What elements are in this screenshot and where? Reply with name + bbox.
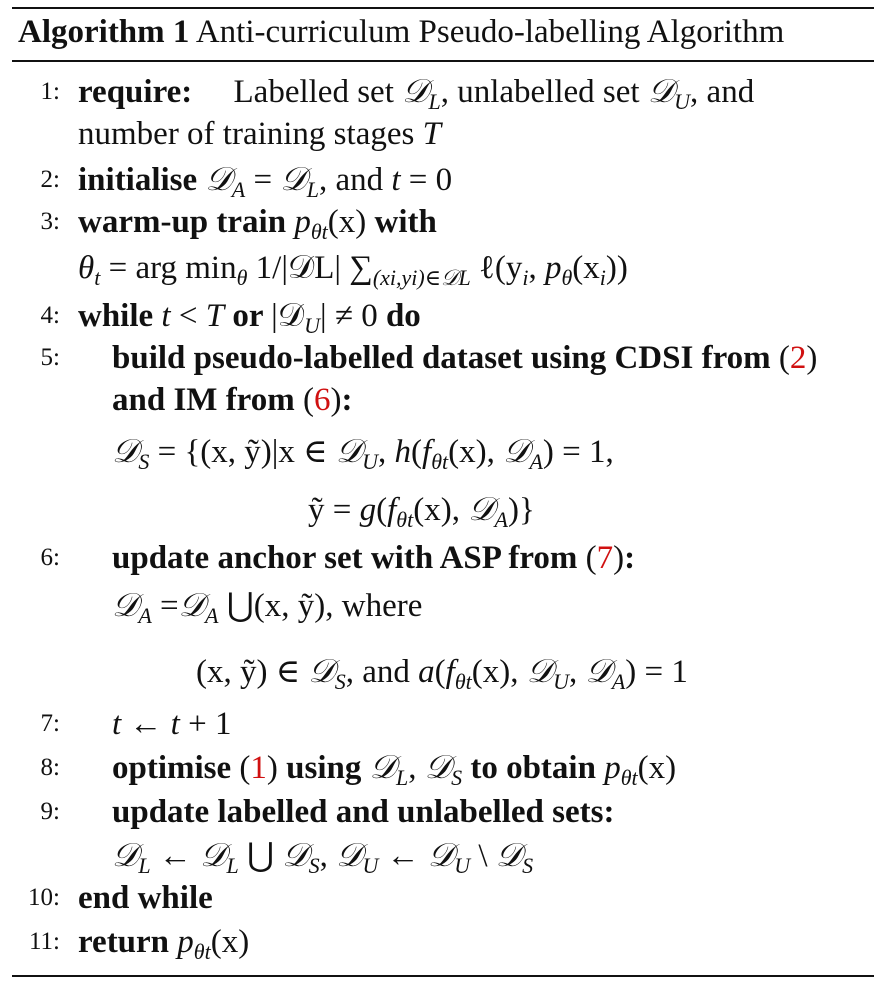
math-text: = 0: [400, 162, 453, 198]
math-text: (: [302, 382, 314, 418]
math-text: , unlabelled set: [440, 74, 648, 110]
algorithm-label: Algorithm 1: [18, 14, 190, 50]
math-text: (: [434, 654, 446, 690]
math-text: 𝒟: [495, 838, 523, 874]
math-text: t: [170, 706, 180, 742]
keyword: update labelled and unlabelled sets:: [112, 794, 615, 830]
keyword: require:: [78, 74, 193, 110]
math-text: t: [161, 298, 171, 334]
math-text: 𝒟: [336, 838, 363, 874]
math-text: θ: [561, 265, 573, 290]
keyword: end while: [78, 880, 213, 916]
math-text: θt: [193, 939, 211, 964]
math-text: <: [170, 298, 206, 334]
math-text: θ: [78, 250, 95, 286]
keyword: return: [78, 924, 178, 960]
math-text: L: [138, 853, 151, 878]
keyword: build pseudo-labelled dataset using CDSI from: [112, 340, 779, 376]
math-text: U: [304, 313, 320, 338]
math-text: , and: [345, 654, 419, 690]
math-text: S: [308, 853, 320, 878]
math-text: 𝒟: [526, 654, 554, 690]
math-text: θt: [396, 507, 414, 532]
math-text: i: [522, 265, 529, 290]
math-text: p: [604, 750, 621, 786]
line-number: 10:: [28, 884, 60, 911]
algorithm-line: [196, 652, 688, 702]
math-text: U: [674, 89, 691, 114]
algorithm-line: [78, 202, 437, 252]
math-text: θt: [620, 765, 638, 790]
math-text: L: [306, 177, 319, 202]
math-text: 𝒟: [112, 838, 139, 874]
math-text: (xi,yi)∈𝒟L: [372, 265, 471, 290]
math-text: U: [362, 449, 379, 474]
math-text: f: [445, 654, 455, 690]
math-text: A: [611, 669, 626, 694]
math-text: | ≠ 0: [319, 298, 386, 334]
math-text: ): [330, 382, 342, 418]
math-text: A: [529, 449, 543, 474]
math-text: 1/|𝒟L| ∑: [247, 250, 373, 286]
math-text: (x: [572, 250, 600, 286]
math-text: p: [544, 250, 562, 286]
algorithm-line: [78, 248, 628, 298]
math-text: θt: [310, 219, 328, 244]
math-text: p: [177, 924, 194, 960]
equation-ref-link[interactable]: 7: [596, 540, 614, 576]
math-text: + 1: [179, 706, 232, 742]
keyword: optimise: [112, 750, 240, 786]
math-text: 𝒟: [282, 838, 309, 874]
math-text: A: [494, 507, 508, 532]
math-text: h: [394, 434, 412, 470]
math-text: (: [778, 340, 790, 376]
math-text: ) = 1: [625, 654, 688, 690]
math-text: number of training stages: [78, 116, 423, 152]
algorithm-line: [112, 704, 231, 744]
algorithm-line: [112, 380, 352, 420]
math-text: i: [599, 265, 606, 290]
math-text: L: [428, 89, 441, 114]
keyword: while: [78, 298, 162, 334]
line-number: 8:: [40, 754, 60, 781]
math-text: 𝒟: [468, 492, 495, 528]
keyword: using: [277, 750, 370, 786]
math-text: ,: [528, 250, 545, 286]
equation-ref-link[interactable]: 1: [250, 750, 267, 786]
math-text: (: [411, 434, 423, 470]
math-text: f: [387, 492, 397, 528]
math-text: 𝒟: [402, 74, 429, 110]
math-text: |𝒟: [271, 298, 305, 334]
math-text: =: [151, 588, 179, 624]
math-text: ←: [121, 706, 171, 742]
math-text: (: [376, 492, 388, 528]
line-number: 11:: [28, 928, 60, 955]
math-text: L: [226, 853, 239, 878]
math-text: U: [362, 853, 379, 878]
algorithm-line: [112, 338, 817, 378]
math-text: θt: [431, 449, 449, 474]
math-text: A: [231, 177, 246, 202]
line-number: 1:: [40, 78, 60, 105]
math-text: 𝒟: [178, 588, 206, 624]
math-text: ,: [319, 838, 337, 874]
line-number: 4:: [40, 302, 60, 329]
algorithm-line: [308, 490, 535, 540]
math-text: a: [418, 654, 435, 690]
math-text: ⋃: [238, 838, 283, 874]
math-text: 𝒟: [335, 434, 363, 470]
keyword: to obtain: [462, 750, 605, 786]
math-text: ): [613, 540, 625, 576]
math-text: 𝒟: [369, 750, 396, 786]
math-text: L: [395, 765, 409, 790]
keyword: update anchor set with ASP from: [112, 540, 586, 576]
math-text: 𝒟: [503, 434, 530, 470]
math-text: S: [451, 765, 463, 790]
math-text: S: [334, 669, 346, 694]
line-number: 7:: [40, 710, 60, 737]
equation-ref-link[interactable]: 2: [789, 340, 807, 376]
math-text: ⋃(x, ỹ), where: [218, 588, 423, 624]
math-text: 𝒟: [112, 434, 139, 470]
line-number: 6:: [40, 544, 60, 571]
algorithm-line: [112, 586, 422, 636]
math-text: (: [239, 750, 251, 786]
math-text: (x),: [448, 434, 504, 470]
math-text: U: [553, 669, 569, 694]
math-text: =: [245, 162, 281, 198]
math-text: ,: [408, 750, 425, 786]
math-text: (x): [637, 750, 677, 786]
math-text: t: [94, 265, 101, 290]
math-text: (x),: [471, 654, 527, 690]
keyword: with: [374, 204, 437, 240]
keyword: warm-up train: [78, 204, 295, 240]
math-text: = {(x, ỹ)|x ∈: [149, 434, 336, 470]
math-text: ,: [568, 654, 586, 690]
math-text: T: [422, 116, 441, 152]
math-text: ,: [378, 434, 395, 470]
algorithm-line: [78, 878, 213, 918]
math-text: ) = 1,: [542, 434, 614, 470]
algorithm-line: [78, 114, 441, 154]
algorithm-line: [112, 432, 614, 482]
math-text: U: [454, 853, 471, 878]
keyword: and IM from: [112, 382, 303, 418]
algorithm-title: Anti-curriculum Pseudo-labelling Algorithm: [195, 14, 785, 50]
math-text: (x): [210, 924, 250, 960]
math-text: ỹ =: [308, 492, 360, 528]
line-number: 9:: [40, 798, 60, 825]
math-text: 𝒟: [112, 588, 139, 624]
math-text: θt: [454, 669, 472, 694]
math-text: 𝒟: [427, 838, 455, 874]
math-text: f: [422, 434, 432, 470]
math-text: t: [391, 162, 401, 198]
math-text: 𝒟: [308, 654, 335, 690]
math-text: p: [294, 204, 311, 240]
math-text: ←: [378, 838, 428, 874]
math-text: )}: [508, 492, 535, 528]
math-text: 𝒟: [647, 74, 675, 110]
keyword: or: [224, 298, 272, 334]
math-text: A: [138, 603, 152, 628]
line-number: 3:: [40, 208, 60, 235]
bottom-rule: [12, 975, 874, 977]
math-text: (x): [327, 204, 375, 240]
math-text: θ: [236, 265, 248, 290]
math-text: \: [470, 838, 496, 874]
math-text: = arg min: [100, 250, 237, 286]
math-text: 𝒟: [280, 162, 307, 198]
math-text: (: [585, 540, 597, 576]
algorithm-line: [78, 922, 249, 972]
math-text: S: [522, 853, 534, 878]
math-text: g: [359, 492, 377, 528]
algorithm-caption: [18, 14, 784, 51]
algorithm-line: [112, 538, 635, 578]
math-text: Labelled set: [192, 74, 403, 110]
math-text: 𝒟: [205, 162, 232, 198]
keyword: :: [341, 382, 353, 418]
math-text: T: [205, 298, 225, 334]
math-text: A: [205, 603, 219, 628]
math-text: )): [605, 250, 628, 286]
math-text: , and: [318, 162, 392, 198]
algorithm-line: [112, 792, 614, 832]
line-number: 5:: [40, 344, 60, 371]
math-text: ℓ(y: [470, 250, 523, 286]
top-rule: [12, 7, 874, 9]
math-text: 𝒟: [585, 654, 612, 690]
math-text: (x, ỹ) ∈: [196, 654, 309, 690]
math-text: ): [266, 750, 278, 786]
math-text: ←: [150, 838, 201, 874]
math-text: 𝒟: [424, 750, 452, 786]
math-text: (x),: [413, 492, 469, 528]
keyword: do: [385, 298, 421, 334]
equation-ref-link[interactable]: 6: [313, 382, 331, 418]
math-text: , and: [690, 74, 755, 110]
math-text: S: [138, 449, 150, 474]
math-text: t: [112, 706, 122, 742]
keyword: :: [624, 540, 636, 576]
math-text: 𝒟: [200, 838, 227, 874]
algorithm-line: [112, 748, 676, 798]
math-text: ): [806, 340, 818, 376]
line-number: 2:: [40, 166, 60, 193]
title-rule: [12, 60, 874, 62]
keyword: initialise: [78, 162, 206, 198]
